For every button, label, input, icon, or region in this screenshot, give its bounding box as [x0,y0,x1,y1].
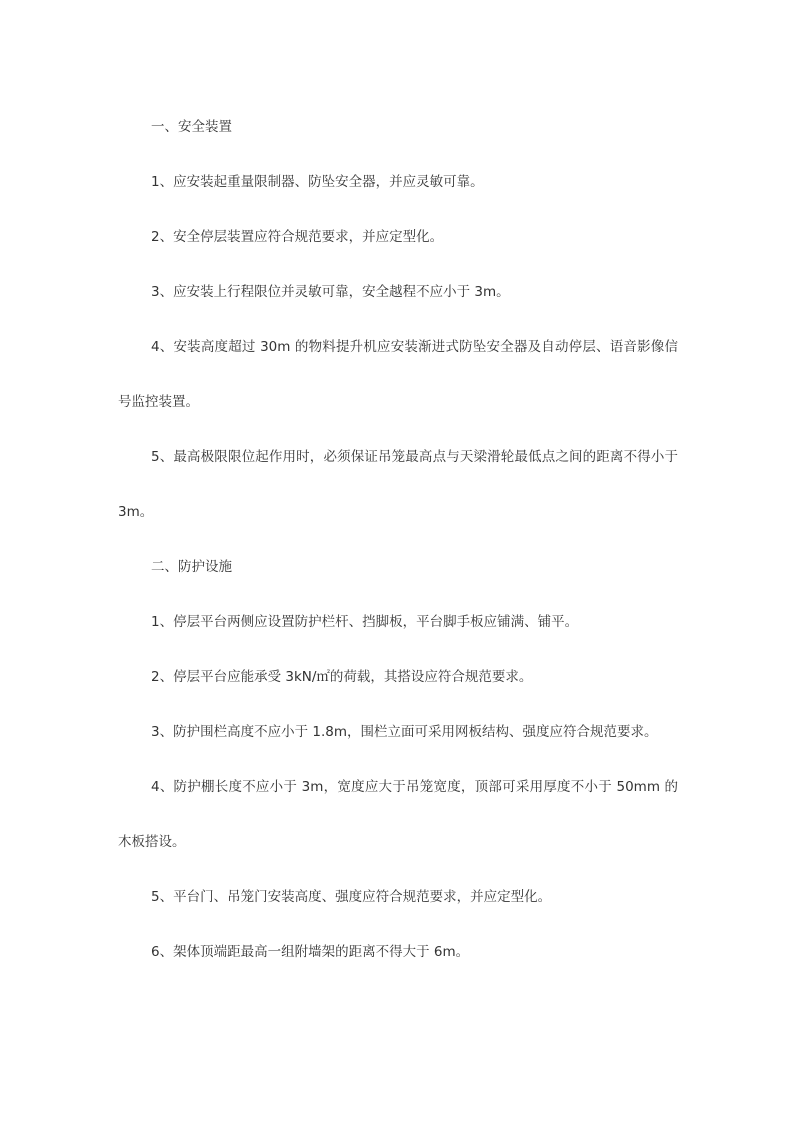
paragraph-s2-item-5: 5、平台门、吊笼门安装高度、强度应符合规范要求，并应定型化。 [151,889,552,905]
paragraph-s2-item-1: 1、停层平台两侧应设置防护栏杆、挡脚板，平台脚手板应铺满、铺平。 [151,614,579,630]
paragraph-s2-item-2: 2、停层平台应能承受 3kN/㎡的荷载，其搭设应符合规范要求。 [151,669,533,685]
paragraph-s2-item-3: 3、防护围栏高度不应小于 1.8m，围栏立面可采用网板结构、强度应符合规范要求。 [151,724,658,740]
paragraph-s1-item-4: 4、安装高度超过 30m 的物料提升机应安装渐进式防坠安全器及自动停层、语音影像信号监控装置。 [118,339,678,410]
paragraph-s2-item-6: 6、架体顶端距最高一组附墙架的距离不得大于 6m。 [151,944,470,960]
paragraph-s1-item-1: 1、应安装起重量限制器、防坠安全器，并应灵敏可靠。 [151,174,484,190]
paragraph-s2-item-4: 4、防护棚长度不应小于 3m，宽度应大于吊笼宽度，顶部可采用厚度不小于 50mm 的木板搭设。 [118,779,678,850]
paragraph-s1-item-5: 5、最高极限限位起作用时，必须保证吊笼最高点与天梁滑轮最低点之间的距离不得小于 3m。 [118,449,678,520]
paragraph-s1-item-2: 2、安全停层装置应符合规范要求，并应定型化。 [151,229,444,245]
section-heading-safety-devices: 一、安全装置 [151,119,232,135]
paragraph-s1-item-3: 3、应安装上行程限位并灵敏可靠，安全越程不应小于 3m。 [151,284,510,300]
document-body [118,100,678,980]
section-heading-protective-facilities: 二、防护设施 [151,559,232,575]
